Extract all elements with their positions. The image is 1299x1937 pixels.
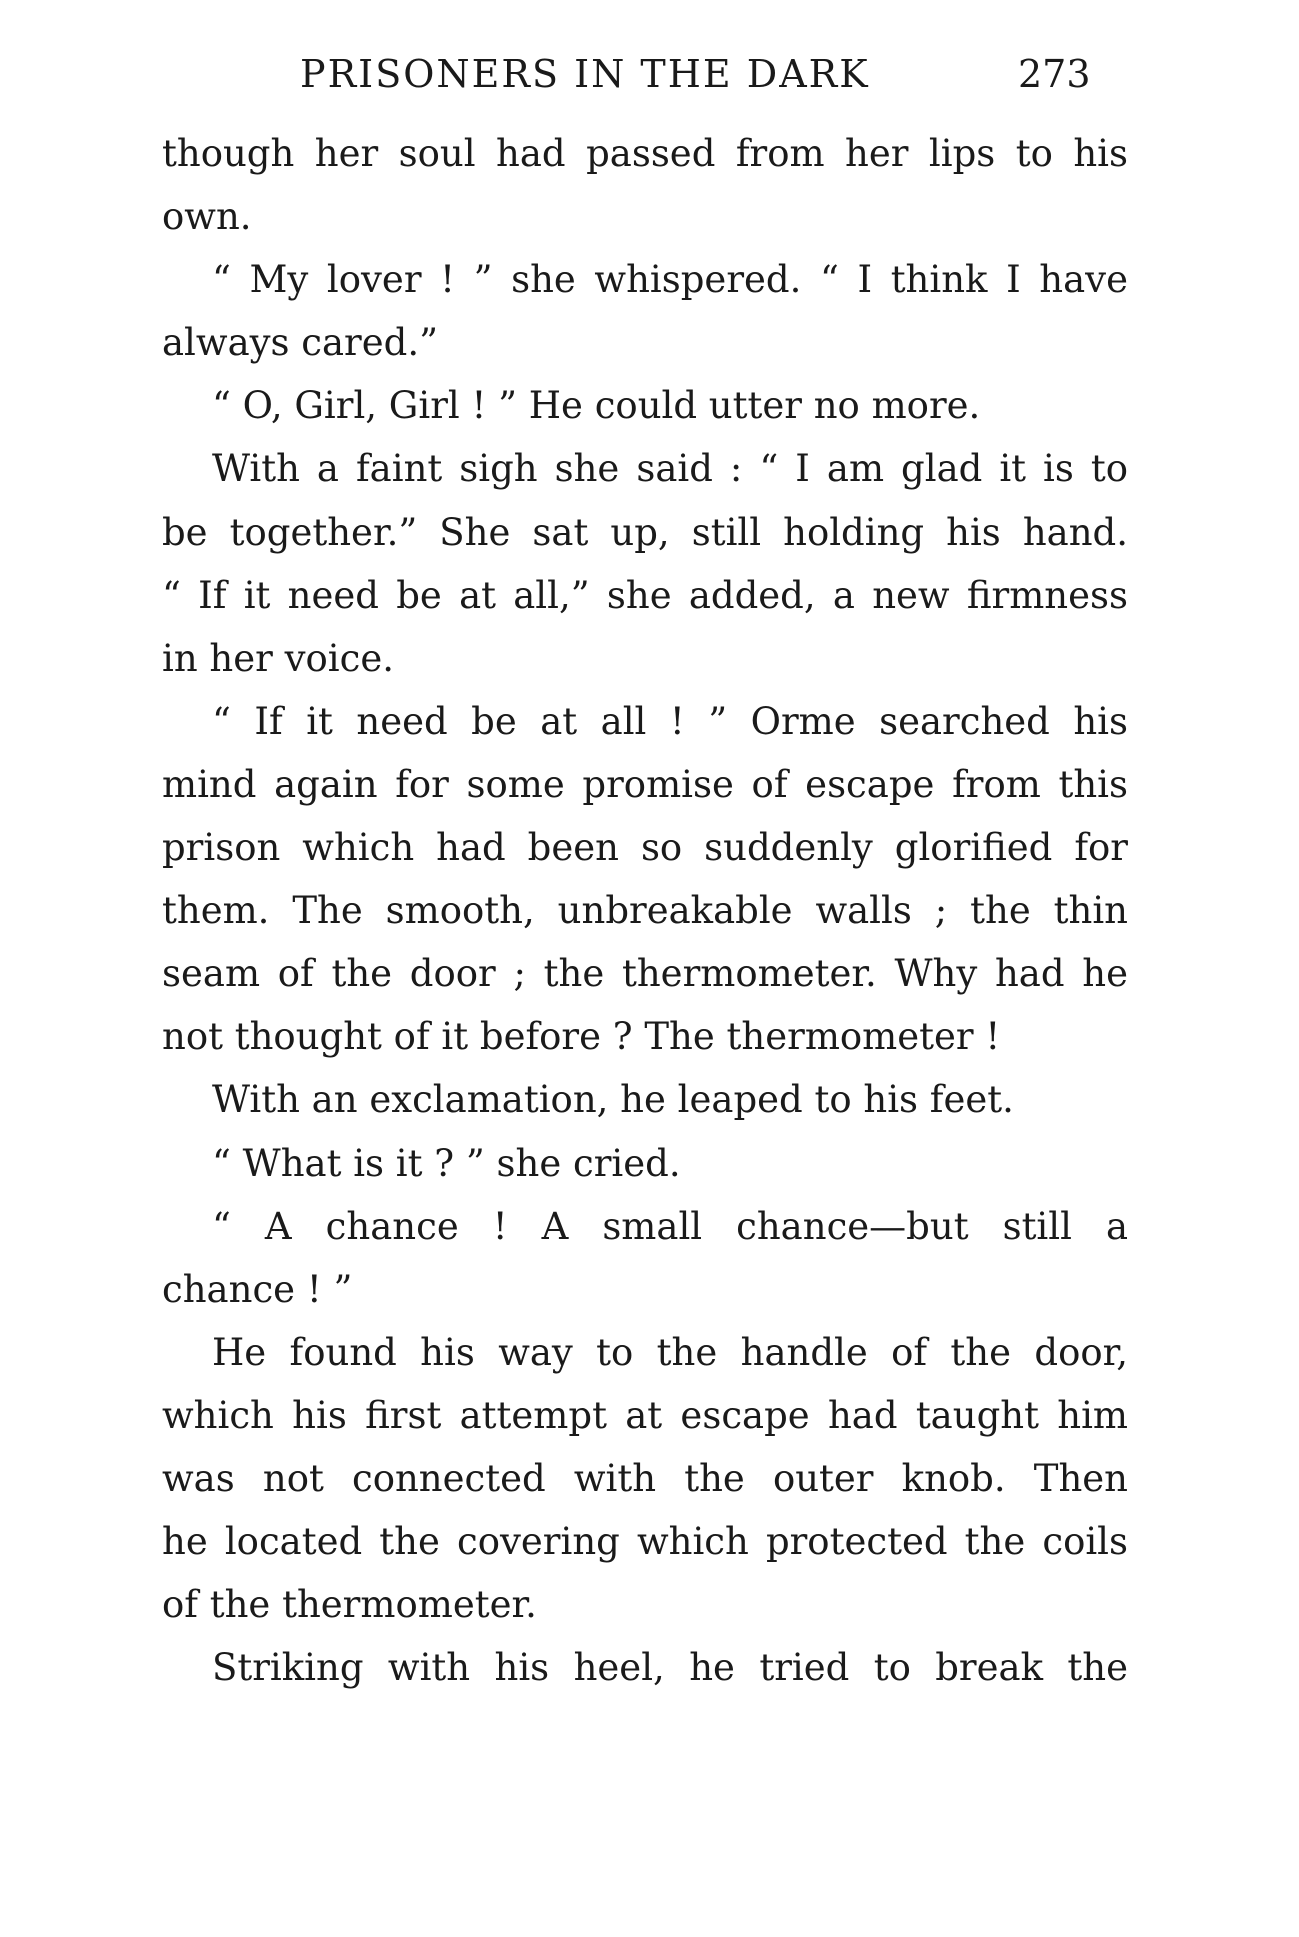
text-line: “ A chance ! A small chance—but still a bbox=[212, 1204, 1128, 1248]
text-line: in her voice. bbox=[162, 636, 394, 680]
running-title: PRISONERS IN THE DARK bbox=[300, 52, 870, 96]
text-line: always cared.” bbox=[162, 321, 439, 365]
page-number: 273 bbox=[1018, 52, 1091, 96]
text-line: of the thermometer. bbox=[162, 1583, 537, 1627]
text-line: he located the covering which protected the coils bbox=[162, 1520, 1128, 1564]
text-line: With an exclamation, he leaped to his feet. bbox=[212, 1078, 1014, 1122]
text-line: which his first attempt at escape had taught him bbox=[162, 1393, 1128, 1437]
text-line: own. bbox=[162, 195, 252, 239]
running-head bbox=[0, 52, 1299, 104]
text-line: With a faint sigh she said : “ I am glad it is to bbox=[212, 447, 1128, 491]
text-line: was not connected with the outer knob. Then bbox=[162, 1456, 1128, 1500]
text-line: be together.” She sat up, still holding his hand. bbox=[162, 510, 1128, 554]
text-line: Striking with his heel, he tried to break the bbox=[212, 1646, 1128, 1690]
text-line: “ O, Girl, Girl ! ” He could utter no more. bbox=[212, 384, 981, 428]
text-line: mind again for some promise of escape from this bbox=[162, 762, 1128, 806]
text-line: them. The smooth, unbreakable walls ; the thin bbox=[162, 889, 1128, 933]
text-line: He found his way to the handle of the door, bbox=[212, 1330, 1128, 1374]
text-line: though her soul had passed from her lips to his bbox=[162, 132, 1128, 175]
text-line: not thought of it before ? The thermometer ! bbox=[162, 1015, 1001, 1059]
text-line: “ If it need be at all ! ” Orme searched his bbox=[212, 699, 1128, 743]
text-line: “ What is it ? ” she cried. bbox=[212, 1141, 681, 1185]
text-line: “ If it need be at all,” she added, a new firmness bbox=[162, 573, 1128, 617]
text-line: prison which had been so suddenly glorified for bbox=[162, 826, 1128, 870]
text-line: chance ! ” bbox=[162, 1267, 353, 1311]
text-line: “ My lover ! ” she whispered. “ I think I have bbox=[212, 258, 1128, 302]
text-line: seam of the door ; the thermometer. Why had he bbox=[162, 952, 1128, 996]
body-text bbox=[162, 122, 1128, 1699]
